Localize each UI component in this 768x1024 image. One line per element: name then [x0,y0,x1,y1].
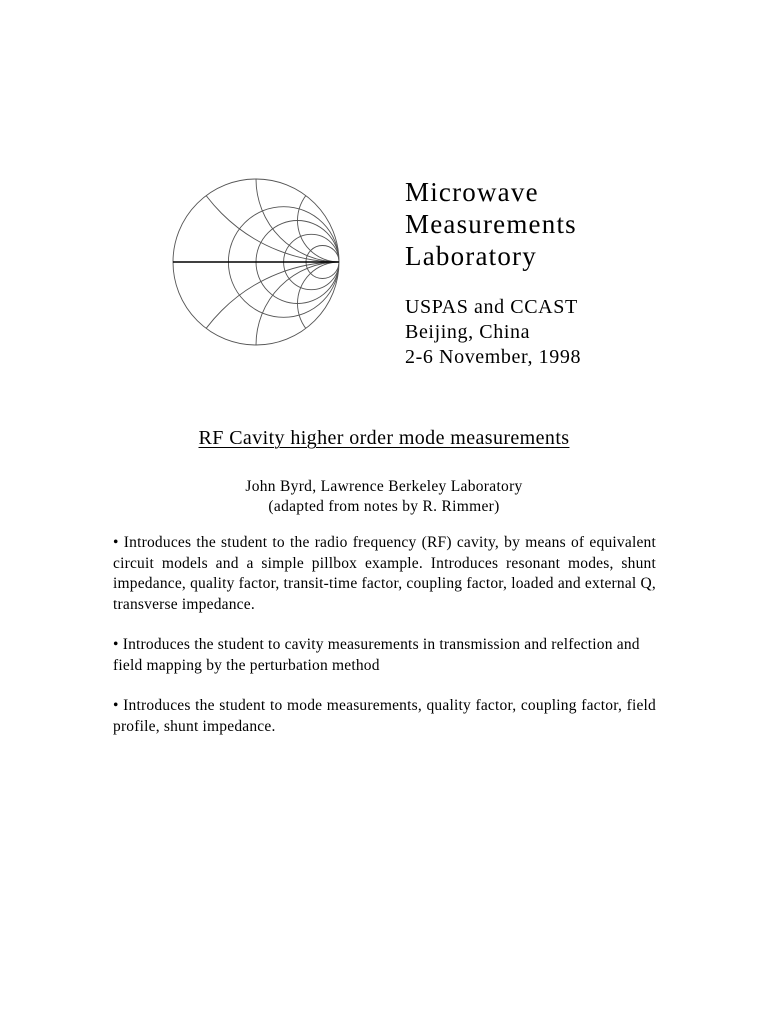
smith-reactance-arc [173,262,342,348]
author-credit: (adapted from notes by R. Rimmer) [268,498,500,515]
smith-reactance-arc [256,176,342,262]
section-subtitle [0,425,768,451]
smith-reactance-arc [173,176,342,262]
subtitle-text: RF Cavity higher order mode measurements [198,427,570,449]
event-organizers: USPAS and CCAST [405,296,578,318]
bullet-item: • Introduces the student to mode measurements, quality factor, coupling factor, field profile, shunt impedance. [113,697,656,735]
bullet-item: • Introduces the student to cavity measurements in transmission and relfection and field mapping by the perturbation method [113,636,640,674]
author-block [0,477,768,517]
title-line: Microwave [405,177,539,207]
title-line: Laboratory [405,241,537,271]
title-line: Measurements [405,209,577,239]
event-date: 2-6 November, 1998 [405,346,582,368]
author-name: John Byrd, Lawrence Berkeley Laboratory [245,478,523,495]
bullet-item: • Introduces the student to the radio frequency (RF) cavity, by means of equivalent circuit models and a simple pillbox example. Introduces resonant modes, shunt impedance, quality factor, transit-time factor, coupling factor, loaded and external Q, transverse impedance. [113,534,656,613]
bullet-list [113,533,656,757]
event-location: Beijing, China [405,321,531,343]
document-title [405,176,577,272]
smith-reactance-arc [256,262,342,348]
smith-chart-illustration [170,176,342,348]
event-info [405,295,581,370]
